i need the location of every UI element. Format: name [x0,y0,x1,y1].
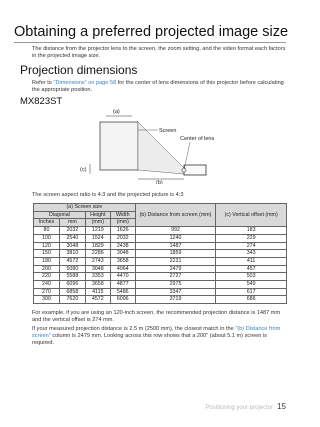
table-cell: 503 [216,273,287,281]
closing-paragraph [32,326,288,347]
table-cell: 686 [216,296,287,304]
table-cell: 5588 [59,273,85,281]
header-height: Height [85,211,110,219]
table-cell: 7620 [59,296,85,304]
table-header-row-1 [34,204,287,212]
table-cell: 3810 [59,250,85,258]
label-a: (a) [113,109,120,115]
table-row [34,265,287,273]
table-cell: 2032 [110,234,135,242]
footer-section: Positioning your projector [205,405,274,411]
screen-rect [100,122,138,170]
table-cell: 1829 [85,242,110,250]
refer-paragraph [32,80,288,94]
table-cell: 1524 [85,234,110,242]
table-row [34,250,287,258]
table-cell: 617 [216,288,287,296]
aspect-ratio-note: The screen aspect ratio is 4:3 and the projected picture is 4:3 [32,192,184,198]
table-cell: 2479 [135,265,216,273]
screen-size-table [33,203,287,304]
lens-center-callout: Center of lens [180,136,215,142]
table-cell: 1219 [85,227,110,235]
table-cell: 300 [34,296,60,304]
table-row [34,288,287,296]
table-cell: 411 [216,257,287,265]
table-row [34,273,287,281]
table-cell: 120 [34,242,60,250]
table-cell: 150 [34,250,60,258]
table-cell: 2231 [135,257,216,265]
table-cell: 220 [34,273,60,281]
screen-callout: Screen [159,128,177,134]
table-cell: 240 [34,281,60,289]
closing-text-post: column is 2479 mm. Looking across this row shows that a 200" (about 5.1 m) screen is required. [32,333,267,346]
header-width: Width [110,211,135,219]
table-cell: 3048 [85,265,110,273]
page-title: Obtaining a preferred projected image size [14,24,289,40]
table-cell: 2727 [135,273,216,281]
projection-diagram [80,108,240,184]
table-cell: 457 [216,265,287,273]
label-b: (b) [156,180,163,184]
refer-text-pre: Refer to [32,80,54,86]
table-cell: 6858 [59,288,85,296]
table-cell: 5486 [110,288,135,296]
label-c: (c) [80,167,87,173]
table-cell: 3353 [85,273,110,281]
table-cell: 6096 [110,296,135,304]
table-row [34,296,287,304]
refer-text-post: for the center of lens dimensions of this projector before calculating the appropriate position. [32,80,284,93]
table-cell: 343 [216,250,287,258]
header-height-unit: (mm) [85,219,110,227]
table-cell: 2975 [135,281,216,289]
title-rule [14,42,286,43]
table-cell: 4470 [110,273,135,281]
header-inches: Inches [34,219,60,227]
table-cell: 3048 [59,242,85,250]
table-cell: 3347 [135,288,216,296]
example-paragraph: For example, if you are using an 120-inch screen, the recommended projection distance is 1487 mm and the vertical offset is 274 mm. [32,310,281,323]
table-cell: 183 [216,227,287,235]
table-body [34,227,287,304]
closing-text-pre: If your measured projection distance is 2.5 m (2500 mm), the closest match in the [32,326,236,332]
section-title: Projection dimensions [20,63,138,77]
table-cell: 2438 [110,242,135,250]
table-row [34,234,287,242]
header-width-unit: (mm) [110,219,135,227]
table-row [34,281,287,289]
table-cell: 4115 [85,288,110,296]
projector-body [184,165,206,175]
intro-paragraph: The distance from the projector lens to the screen, the zoom setting, and the video format each factors in the projected image size. [32,46,286,59]
header-vertical-offset: (c) Vertical offset (mm) [216,204,287,227]
table-cell: 2540 [59,234,85,242]
table-cell: 180 [34,257,60,265]
page-footer [205,402,286,411]
model-heading: MX823ST [20,96,63,107]
table-row [34,227,287,235]
table-cell: 2032 [59,227,85,235]
table-cell: 6096 [59,281,85,289]
header-mm: mm [59,219,85,227]
table-cell: 1859 [135,250,216,258]
distance-column-link[interactable]: "(b) Distance from screen" [32,326,281,339]
table-cell: 4572 [59,257,85,265]
table-cell: 200 [34,265,60,273]
header-distance: (b) Distance from screen (mm) [135,204,216,227]
table-row [34,242,287,250]
dimensions-link[interactable]: "Dimensions" on page 58 [53,80,117,86]
table-row [34,257,287,265]
header-screen-size: (a) Screen size [34,204,136,212]
table-cell: 3658 [85,281,110,289]
page-number: 15 [277,402,286,411]
table-cell: 2743 [85,257,110,265]
table-cell: 1626 [110,227,135,235]
table-cell: 2286 [85,250,110,258]
table-cell: 4877 [110,281,135,289]
table-cell: 229 [216,234,287,242]
table-cell: 274 [216,242,287,250]
table-cell: 3048 [110,250,135,258]
table-cell: 1240 [135,234,216,242]
table-cell: 549 [216,281,287,289]
header-diagonal: Diagonal [34,211,86,219]
table-cell: 3719 [135,296,216,304]
table-cell: 4572 [85,296,110,304]
table-cell: 270 [34,288,60,296]
table-cell: 1487 [135,242,216,250]
table-cell: 80 [34,227,60,235]
table-cell: 4064 [110,265,135,273]
table-cell: 992 [135,227,216,235]
table-cell: 100 [34,234,60,242]
table-cell: 5080 [59,265,85,273]
table-cell: 3658 [110,257,135,265]
